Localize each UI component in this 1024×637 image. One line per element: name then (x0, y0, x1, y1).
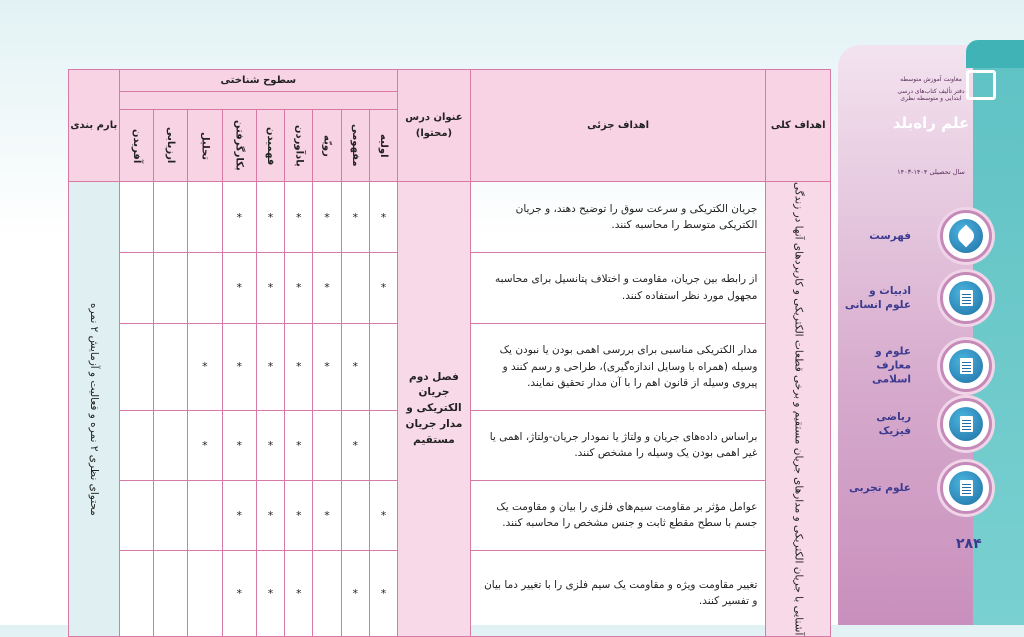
header-spacer (119, 92, 398, 110)
header-level-label: فهمیدن (265, 126, 276, 165)
level-mark-cell: * (222, 551, 256, 636)
level-mark-cell: * (256, 411, 284, 480)
level-mark-cell (153, 480, 187, 551)
level-mark-cell: * (285, 252, 313, 323)
sidebar-item-button[interactable] (940, 462, 992, 514)
level-mark-cell: * (256, 252, 284, 323)
level-mark-cell: * (313, 323, 341, 411)
header-cognitive-levels: سطوح شناختی (119, 70, 398, 92)
level-mark-cell: * (285, 411, 313, 480)
sidebar-item-label: ادبیات و علوم انسانی (844, 284, 911, 311)
level-mark-cell: * (285, 323, 313, 411)
level-mark-cell (153, 323, 187, 411)
header-level-4 (256, 110, 284, 182)
sidebar-item-3[interactable] (838, 394, 973, 454)
document-icon (960, 358, 973, 374)
sidebar-item-label: فهرست (869, 229, 911, 242)
header-level-0 (369, 110, 397, 182)
level-mark-cell (341, 252, 369, 323)
sidebar-item-label: ریاضی فیزیک (876, 410, 911, 437)
general-goal-cell (766, 182, 831, 636)
level-mark-cell (369, 411, 397, 480)
sidebar-item-0[interactable] (838, 206, 973, 266)
objective-cell: عوامل مؤثر بر مقاومت سیم‌های فلزی را بیان و مقاومت یک جسم با سطح مقطع ثابت و جنس مشخص را محاسبه کنند. (470, 480, 766, 551)
leaf-icon (955, 225, 978, 248)
header-level-7 (153, 110, 187, 182)
curriculum-table (68, 69, 831, 636)
sidebar-item-button[interactable] (940, 340, 992, 392)
header-level-label: اولیه (378, 133, 389, 158)
level-mark-cell: * (369, 551, 397, 636)
sidebar-item-2[interactable] (838, 336, 973, 396)
header-grading: بارم بندی (69, 70, 120, 182)
header-level-8 (119, 110, 153, 182)
level-mark-cell (119, 411, 153, 480)
sidebar-item-1[interactable] (838, 268, 973, 328)
level-mark-cell: * (341, 411, 369, 480)
level-mark-cell (188, 182, 222, 253)
level-mark-cell: * (341, 551, 369, 636)
document-icon (960, 416, 973, 432)
header-level-2 (313, 110, 341, 182)
level-mark-cell (188, 252, 222, 323)
table-row (69, 182, 831, 253)
page-number: ۲۸۴ (956, 536, 982, 552)
level-mark-cell (341, 480, 369, 551)
level-mark-cell: * (285, 182, 313, 253)
document-icon (960, 290, 973, 306)
level-mark-cell: * (313, 480, 341, 551)
objective-cell: جریان الکتریکی و سرعت سوق را توضیح دهند، و جریان الکتریکی متوسط را محاسبه کنند. (470, 182, 766, 253)
header-lesson-title: عنوان درس (محتوا) (398, 70, 471, 182)
level-mark-cell (119, 551, 153, 636)
header-level-3 (285, 110, 313, 182)
level-mark-cell: * (222, 182, 256, 253)
logo-line1: معاونت آموزش متوسطه (900, 76, 962, 83)
grading-cell (69, 182, 120, 636)
header-level-label: یادآوردن (293, 124, 305, 167)
level-mark-cell: * (369, 252, 397, 323)
level-mark-cell: * (188, 411, 222, 480)
lesson-title-cell: فصل دوم جریان الکتریکی و مدار جریان مستقیم (398, 182, 471, 636)
header-level-label: مفهومی (349, 124, 361, 167)
level-mark-cell (153, 411, 187, 480)
level-mark-cell (119, 480, 153, 551)
header-level-1 (341, 110, 369, 182)
objective-cell: مدار الکتریکی مناسبی برای بررسی اهمی بودن یا نبودن یک وسیله (همراه با وسایل اندازه‌گیری)، طراحی و رسم کنند و پیروی وسیله از قانون اهم را با آن مدار تحقیق نمایند. (470, 323, 766, 411)
logo-year: سال تحصیلی ۱۴۰۴-۱۴۰۳ (897, 168, 965, 176)
header-level-label: بکارگرفتن (233, 120, 245, 172)
logo-line2: دفتر تألیف کتاب‌های درسی ابتدایی و متوسطه نظری (897, 88, 965, 102)
objective-cell: تغییر مقاومت ویژه و مقاومت یک سیم فلزی را با تغییر دما بیان و تفسیر کنند. (470, 551, 766, 636)
level-mark-cell: * (341, 182, 369, 253)
level-mark-cell (119, 182, 153, 253)
level-mark-cell: * (222, 252, 256, 323)
level-mark-cell: * (369, 182, 397, 253)
level-mark-cell: * (222, 411, 256, 480)
level-mark-cell: * (313, 252, 341, 323)
sidebar-item-label: علوم و معارف اسلامی (871, 345, 911, 387)
level-mark-cell (188, 551, 222, 636)
level-mark-cell (153, 182, 187, 253)
level-mark-cell: * (256, 182, 284, 253)
sidebar-item-label: علوم تجربی (848, 481, 911, 494)
level-mark-cell: * (256, 480, 284, 551)
level-mark-cell: * (222, 480, 256, 551)
header-level-6 (188, 110, 222, 182)
header-level-label: رویّه (321, 134, 333, 157)
header-level-5 (222, 110, 256, 182)
sidebar (838, 0, 1024, 625)
level-mark-cell (188, 480, 222, 551)
level-mark-cell: * (341, 323, 369, 411)
logo (890, 62, 972, 182)
level-mark-cell: * (188, 323, 222, 411)
level-mark-cell (369, 323, 397, 411)
sidebar-teal-tab (966, 40, 1024, 68)
level-mark-cell (153, 551, 187, 636)
document-icon (960, 480, 973, 496)
level-mark-cell: * (285, 480, 313, 551)
logo-title: علم راه‌بلد (892, 114, 970, 132)
header-partial-goals: اهداف جزئی (470, 70, 766, 182)
sidebar-item-4[interactable] (838, 458, 973, 518)
sidebar-item-button[interactable] (940, 398, 992, 450)
header-level-label: آفریدن (130, 128, 142, 163)
level-mark-cell (313, 411, 341, 480)
grading-text: محتوای نظری ۲ نمره و فعالیت و آزمایش ۲ نمره (88, 302, 101, 516)
header-level-label: تحلیل (199, 131, 211, 160)
level-mark-cell: * (313, 182, 341, 253)
general-goal-text: آشنایی با جریان الکتریکی و مدارهای جریان مستقیم و برخی قطعات الکتریکی و کاربردهای آنها در زندگی (792, 182, 805, 636)
level-mark-cell (119, 323, 153, 411)
level-mark-cell: * (222, 323, 256, 411)
sidebar-item-button[interactable] (940, 210, 992, 262)
level-mark-cell (153, 252, 187, 323)
level-mark-cell: * (369, 480, 397, 551)
level-mark-cell: * (256, 551, 284, 636)
level-mark-cell (119, 252, 153, 323)
level-mark-cell: * (285, 551, 313, 636)
header-general-goals: اهداف کلی (766, 70, 831, 182)
header-level-label: ارزیابی (165, 127, 177, 164)
objective-cell: از رابطه بین جریان، مقاومت و اختلاف پتانسیل برای محاسبه مجهول مورد نظر استفاده کنند. (470, 252, 766, 323)
level-mark-cell: * (256, 323, 284, 411)
objective-cell: براساس داده‌های جریان و ولتاژ یا نمودار جریان-ولتاژ، اهمی یا غیر اهمی بودن یک وسیله را مشخص کنند. (470, 411, 766, 480)
sidebar-item-button[interactable] (940, 272, 992, 324)
level-mark-cell (313, 551, 341, 636)
